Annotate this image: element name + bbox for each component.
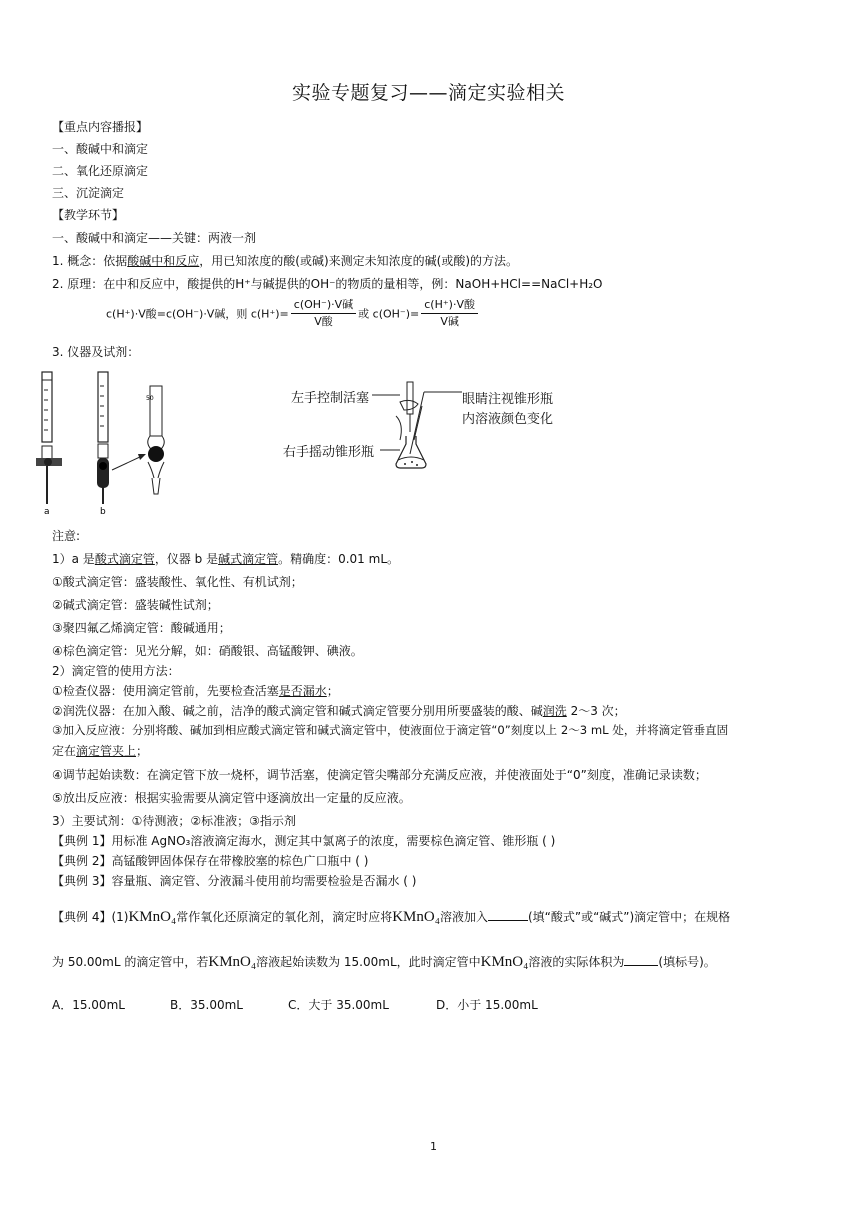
formula-mid: 或 c(OH⁻)=	[358, 307, 420, 321]
magnified-tip-drawing	[146, 386, 164, 494]
usage-2	[52, 702, 626, 719]
part1-heading: 一、酸碱中和滴定——关键：两液一剂	[52, 231, 257, 245]
formula-fraction-2	[421, 298, 478, 329]
usage3-underlined: 滴定管夹上	[76, 744, 137, 758]
note1-text-a: 1）a 是	[52, 552, 95, 566]
notes-heading: 注意:	[52, 529, 81, 543]
reagents-line: 3）主要试剂：①待测液；②标准液；③指示剂	[52, 814, 296, 828]
ex4-text1: 常作氧化还原滴定的氧化剂，滴定时应将	[176, 910, 393, 924]
example-4-line2	[52, 953, 716, 971]
right-hand-text: 右手摇动锥形瓶	[283, 444, 375, 459]
ex4-text2: 溶液加入	[439, 910, 488, 924]
usage-5: ⑤放出反应液：根据实验需要从滴定管中逐滴放出一定量的反应液。	[52, 791, 411, 805]
ex4-kmno4-1: KMnO₄	[128, 909, 177, 925]
usage3-end: ；	[136, 744, 149, 758]
section-teaching-heading: 【教学环节】	[52, 208, 125, 222]
note-item-4: ④棕色滴定管：见光分解，如：硝酸银、高锰酸钾、碘液。	[52, 644, 363, 658]
fraction-1-denominator: V酸	[314, 315, 333, 328]
note-1	[52, 550, 399, 567]
formula-fraction-1	[291, 298, 356, 329]
usage2-end: 2～3 次；	[566, 704, 626, 718]
base-burette-drawing	[97, 372, 109, 504]
concept-underlined: 酸碱中和反应	[127, 254, 200, 268]
example-1: 【典例 1】用标准 AgNO₃溶液滴定海水，测定其中氯离子的浓度，需要棕色滴定管、锥形瓶 ( )	[52, 834, 556, 848]
formula-lhs: c(H⁺)·V酸=c(OH⁻)·V碱，则 c(H⁺)=	[106, 307, 289, 321]
note1-base-burette: 碱式滴定管	[218, 552, 279, 566]
usage2-text: ②润洗仪器：在加入酸、碱之前，洁净的酸式滴定管和碱式滴定管要分别用所要盛装的酸、碱	[52, 704, 543, 718]
ex4-answer-blank-2	[624, 955, 658, 966]
titration-operation-figure	[370, 380, 466, 476]
note-item-3: ③聚四氟乙烯滴定管：酸碱通用；	[52, 621, 231, 635]
usage1-text: ①检查仪器：使用滴定管前，先要检查活塞	[52, 684, 279, 698]
fraction-2-numerator: c(H⁺)·V酸	[421, 298, 478, 314]
ex4-option-c: C．大于 35.00mL	[288, 998, 389, 1012]
left-hand-label	[291, 387, 369, 406]
page-title: 实验专题复习——滴定实验相关	[292, 82, 566, 104]
note-item-1: ①酸式滴定管：盛装酸性、氧化性、有机试剂；	[52, 575, 303, 589]
ex4-line2-b: 溶液起始读数为 15.00mL，此时滴定管中	[256, 955, 481, 969]
fraction-2-denominator: V碱	[440, 315, 459, 328]
svg-text:50: 50	[146, 395, 154, 402]
ex4-prefix: 【典例 4】(1)	[52, 910, 129, 924]
ex4-kmno4-4: KMnO₄	[480, 954, 529, 970]
acid-burette-drawing	[36, 372, 62, 504]
ex4-kmno4-2: KMnO₄	[392, 909, 440, 925]
focus-item-2: 二、氧化还原滴定	[52, 164, 149, 178]
usage1-underlined: 是否漏水	[278, 684, 327, 698]
burette-figure	[28, 366, 188, 516]
ex4-line2-c: 溶液的实际体积为	[528, 955, 625, 969]
usage-1	[52, 682, 339, 699]
ex4-text3: (填“酸式”或“碱式”)滴定管中；在规格	[527, 910, 731, 924]
usage3-text: 定在	[52, 744, 77, 758]
ex4-option-d: D．小于 15.00mL	[436, 998, 538, 1012]
usage-3-line2	[52, 742, 148, 759]
concept-prefix: 1. 概念：依据	[52, 254, 128, 268]
ex4-line2-a: 为 50.00mL 的滴定管中，若	[52, 955, 209, 969]
left-hand-text: 左手控制活塞	[291, 390, 370, 405]
eye-label-line2: 内溶液颜色变化	[462, 411, 554, 426]
ex4-option-a: A．15.00mL	[52, 998, 125, 1012]
note1-text-b: ，仪器 b 是	[154, 552, 219, 566]
note1-text-c: 。精确度：0.01 mL。	[278, 552, 400, 566]
formula	[106, 298, 480, 329]
example-3: 【典例 3】容量瓶、滴定管、分液漏斗使用前均需要检验是否漏水 ( )	[52, 874, 417, 888]
ex4-option-b: B．35.00mL	[170, 998, 243, 1012]
focus-item-3: 三、沉淀滴定	[52, 186, 125, 200]
note1-acid-burette: 酸式滴定管	[94, 552, 155, 566]
section-focus-heading: 【重点内容播报】	[52, 120, 149, 134]
label-a: a	[44, 507, 50, 516]
page-number: 1	[430, 1140, 437, 1153]
ex4-line2-d: (填标号)。	[658, 955, 716, 969]
usage1-end: ；	[326, 684, 339, 698]
usage-3-line1: ③加入反应液：分别将酸、碱加到相应酸式滴定管和碱式滴定管中，使液面位于滴定管“0”刻度以上 2～3 mL 处，并将滴定管垂直固	[52, 723, 729, 737]
usage2-underlined: 润洗	[542, 704, 567, 718]
focus-item-1: 一、酸碱中和滴定	[52, 142, 149, 156]
example-4-line1	[52, 908, 730, 926]
principle-line: 2. 原理：在中和反应中，酸提供的H⁺与碱提供的OH⁻的物质的量相等，例：NaOH+HCl==NaCl+H₂O	[52, 277, 603, 291]
example-2: 【典例 2】高锰酸钾固体保存在带橡胶塞的棕色广口瓶中 ( )	[52, 854, 369, 868]
ex4-answer-blank-1	[488, 910, 528, 921]
eye-label-line1: 眼睛注视锥形瓶	[462, 391, 554, 406]
usage-4: ④调节起始读数：在滴定管下放一烧杯，调节活塞，使滴定管尖嘴部分充满反应液，并使液面处于“0”刻度，准确记录读数；	[52, 768, 707, 782]
usage-heading: 2）滴定管的使用方法：	[52, 664, 180, 678]
right-hand-label	[283, 441, 374, 460]
apparatus-heading: 3. 仪器及试剂：	[52, 345, 140, 359]
concept-line	[52, 252, 518, 269]
label-b: b	[100, 507, 106, 516]
note-item-2: ②碱式滴定管：盛装碱性试剂；	[52, 598, 219, 612]
ex4-kmno4-3: KMnO₄	[208, 954, 257, 970]
concept-rest: ，用已知浓度的酸(或碱)来测定未知浓度的碱(或酸)的方法。	[199, 254, 519, 268]
fraction-1-numerator: c(OH⁻)·V碱	[291, 298, 356, 314]
